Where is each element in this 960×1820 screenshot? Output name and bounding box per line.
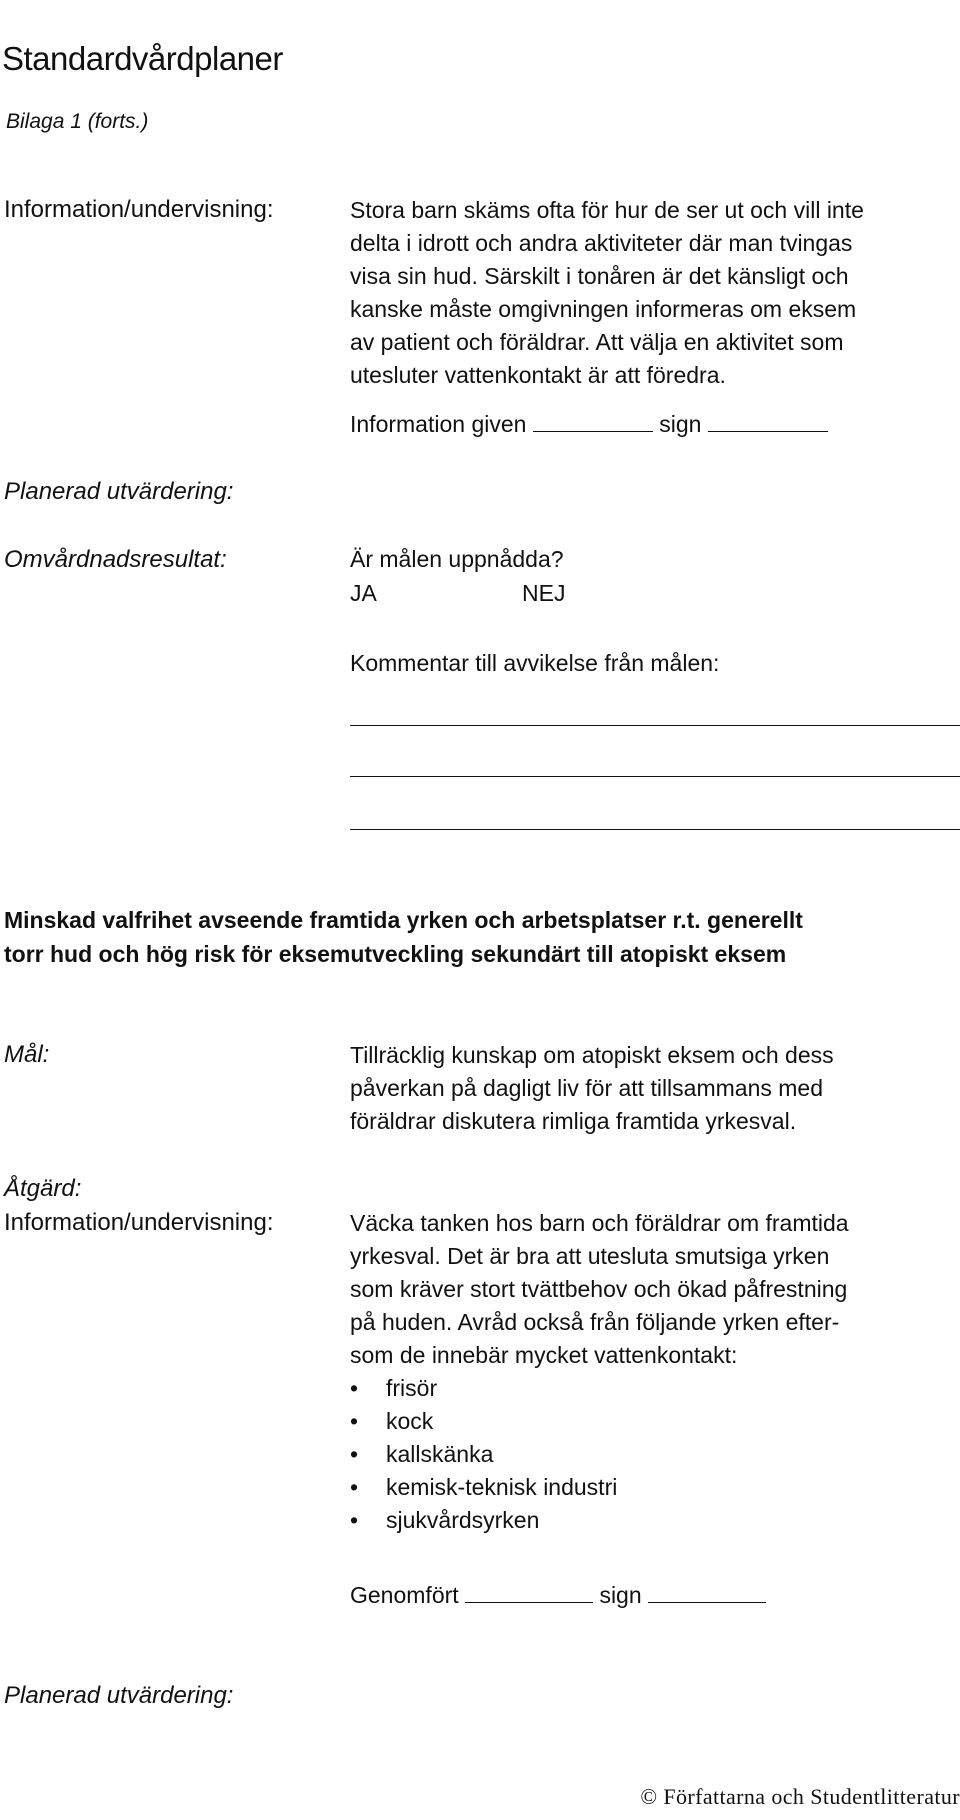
comment-line[interactable] — [350, 725, 960, 726]
text-line: kanske måste omgivningen informeras om eksem — [350, 296, 857, 322]
page-subtitle: Bilaga 1 (forts.) — [6, 110, 149, 133]
sign-line[interactable] — [708, 411, 828, 432]
outcome-label: Omvårdnadsresultat: — [4, 546, 227, 573]
occupation-list — [350, 1372, 950, 1537]
text-line: av patient och föräldrar. Att välja en aktivitet som — [350, 329, 844, 355]
text-line: påverkan på dagligt liv för att tillsammans med — [350, 1075, 823, 1101]
list-item: • kallskänka — [350, 1438, 950, 1471]
yes-option[interactable]: JA — [350, 580, 377, 606]
text-line: visa sin hud. Särskilt i tonåren är det känsligt och — [350, 263, 849, 289]
comment-line[interactable] — [350, 829, 960, 830]
action-sublabel: Information/undervisning: — [4, 1209, 274, 1236]
done-row — [350, 1582, 766, 1609]
section-label-information: Information/undervisning: — [4, 196, 274, 223]
text-line: utesluter vattenkontakt är att föredra. — [350, 362, 726, 388]
text-line: som de innebär mycket vattenkontakt: — [350, 1342, 738, 1368]
information-given-line[interactable] — [533, 411, 653, 432]
goals-question: Är målen uppnådda? — [350, 546, 564, 572]
goal-text-block — [350, 1039, 950, 1138]
sign-line[interactable] — [648, 1582, 766, 1603]
text-line: Tillräcklig kunskap om atopiskt eksem och dess — [350, 1042, 834, 1068]
planned-evaluation-label: Planerad utvärdering: — [4, 478, 234, 505]
text-line: yrkesval. Det är bra att utesluta smutsiga yrken — [350, 1243, 830, 1269]
text-line: som kräver stort tvättbehov och ökad påfrestning — [350, 1276, 848, 1302]
information-given-label: Information given — [350, 411, 527, 437]
problem-heading-line: torr hud och hög risk för eksemutveckling sekundärt till atopiskt eksem — [4, 941, 787, 967]
sign-label: sign — [599, 1582, 642, 1608]
list-item: • sjukvårdsyrken — [350, 1504, 950, 1537]
problem-heading — [4, 903, 954, 971]
copyright-footer: © Författarna och Studentlitteratur — [640, 1784, 960, 1809]
list-item: • kock — [350, 1405, 950, 1438]
sign-label: sign — [659, 411, 702, 437]
comment-label: Kommentar till avvikelse från målen: — [350, 650, 720, 676]
done-label: Genomfört — [350, 1582, 459, 1608]
no-option[interactable]: NEJ — [522, 580, 566, 606]
text-line: föräldrar diskutera rimliga framtida yrkesval. — [350, 1108, 797, 1134]
planned-evaluation-label: Planerad utvärdering: — [4, 1682, 234, 1709]
information-given-row — [350, 411, 828, 438]
action-text-block — [350, 1207, 950, 1537]
information-text-block — [350, 194, 950, 392]
page-title: Standardvårdplaner — [2, 40, 283, 77]
text-line: Väcka tanken hos barn och föräldrar om framtida — [350, 1210, 849, 1236]
list-item: • frisör — [350, 1372, 950, 1405]
text-line: delta i idrott och andra aktiviteter där man tvingas — [350, 230, 853, 256]
done-line[interactable] — [465, 1582, 593, 1603]
list-item: • kemisk-teknisk industri — [350, 1471, 950, 1504]
goal-label: Mål: — [4, 1041, 50, 1068]
text-line: på huden. Avråd också från följande yrken efter- — [350, 1309, 840, 1335]
action-label: Åtgärd: — [4, 1175, 82, 1202]
comment-line[interactable] — [350, 776, 960, 777]
text-line: Stora barn skäms ofta för hur de ser ut och vill inte — [350, 197, 864, 223]
problem-heading-line: Minskad valfrihet avseende framtida yrken och arbetsplatser r.t. generellt — [4, 907, 803, 933]
